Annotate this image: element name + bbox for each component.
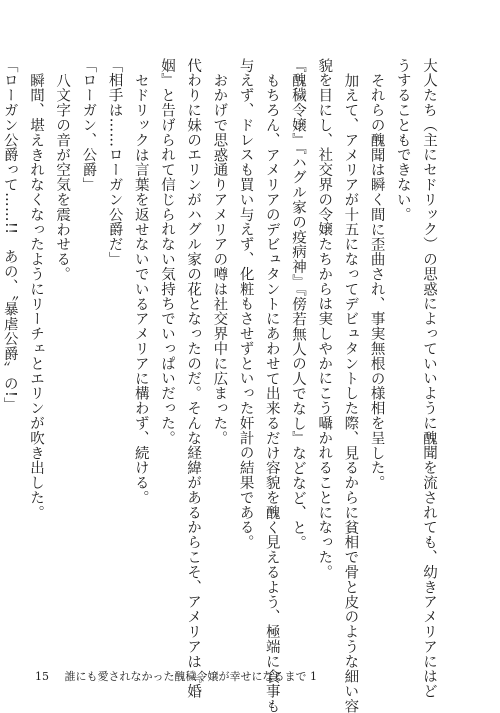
text-line: 八文字の音が空気を震わせる。 bbox=[54, 72, 71, 282]
book-title: 誰にも愛されなかった醜穢令嬢が幸せになるまで 1 bbox=[64, 670, 317, 683]
text-line: 『醜穢令嬢』『ハグル家の疫病神』『傍若無人の人でなし』などなど、と。 bbox=[289, 58, 306, 551]
text-line: 大人たち（主にセドリック）の思惑によっていいように醜聞を流されても、幼きアメリアにはど bbox=[421, 58, 437, 699]
text-line: セドリックは言葉を返せないでいるアメリアに構わず、続ける。 bbox=[132, 72, 149, 505]
text-line: それらの醜聞は瞬く間に歪曲され、事実無根の様相を呈した。 bbox=[368, 72, 385, 490]
text-line: うすることもできない。 bbox=[394, 58, 411, 222]
text-line: 貌を目にし、社交界の令嬢たちからは実しやかにこう囁かれることになった。 bbox=[316, 58, 333, 580]
body-text bbox=[0, 58, 442, 713]
text-line: 「ローガン、公爵」 bbox=[80, 58, 97, 193]
page-number: 15 bbox=[35, 670, 49, 683]
text-line: 代わりに妹のエリンがハグル家の花となったのだ。そんな経緯があるからこそ、アメリアは『婚 bbox=[185, 58, 202, 699]
text-line: 「相手は……ローガン公爵だ」 bbox=[106, 58, 123, 267]
text-line: 与えず、ドレスも買い与えず、化粧もさせずといった奸計の結果である。 bbox=[237, 58, 254, 550]
text-line: おかげで思惑通りアメリアの噂は社交界中に広まった。 bbox=[211, 72, 228, 445]
text-line: 加えて、アメリアが十五になってデビュタントした際、見るからに貧相で骨と皮のような細い容 bbox=[342, 72, 359, 713]
text-line: 瞬間、堪えきれなくなったようにリーチェとエリンが吹き出した。 bbox=[27, 72, 44, 520]
text-line: もちろん、アメリアのデビュタントにあわせて出来るだけ容貌を醜く見えるよう、極端に食事も bbox=[263, 72, 280, 713]
page-footer bbox=[35, 668, 317, 684]
text-line: 姻』と告げられて信じられない気持ちでいっぱいだった。 bbox=[158, 58, 175, 446]
text-line: 「ローガン公爵って……!! あの、〝暴虐公爵〟の!」 bbox=[1, 58, 18, 413]
